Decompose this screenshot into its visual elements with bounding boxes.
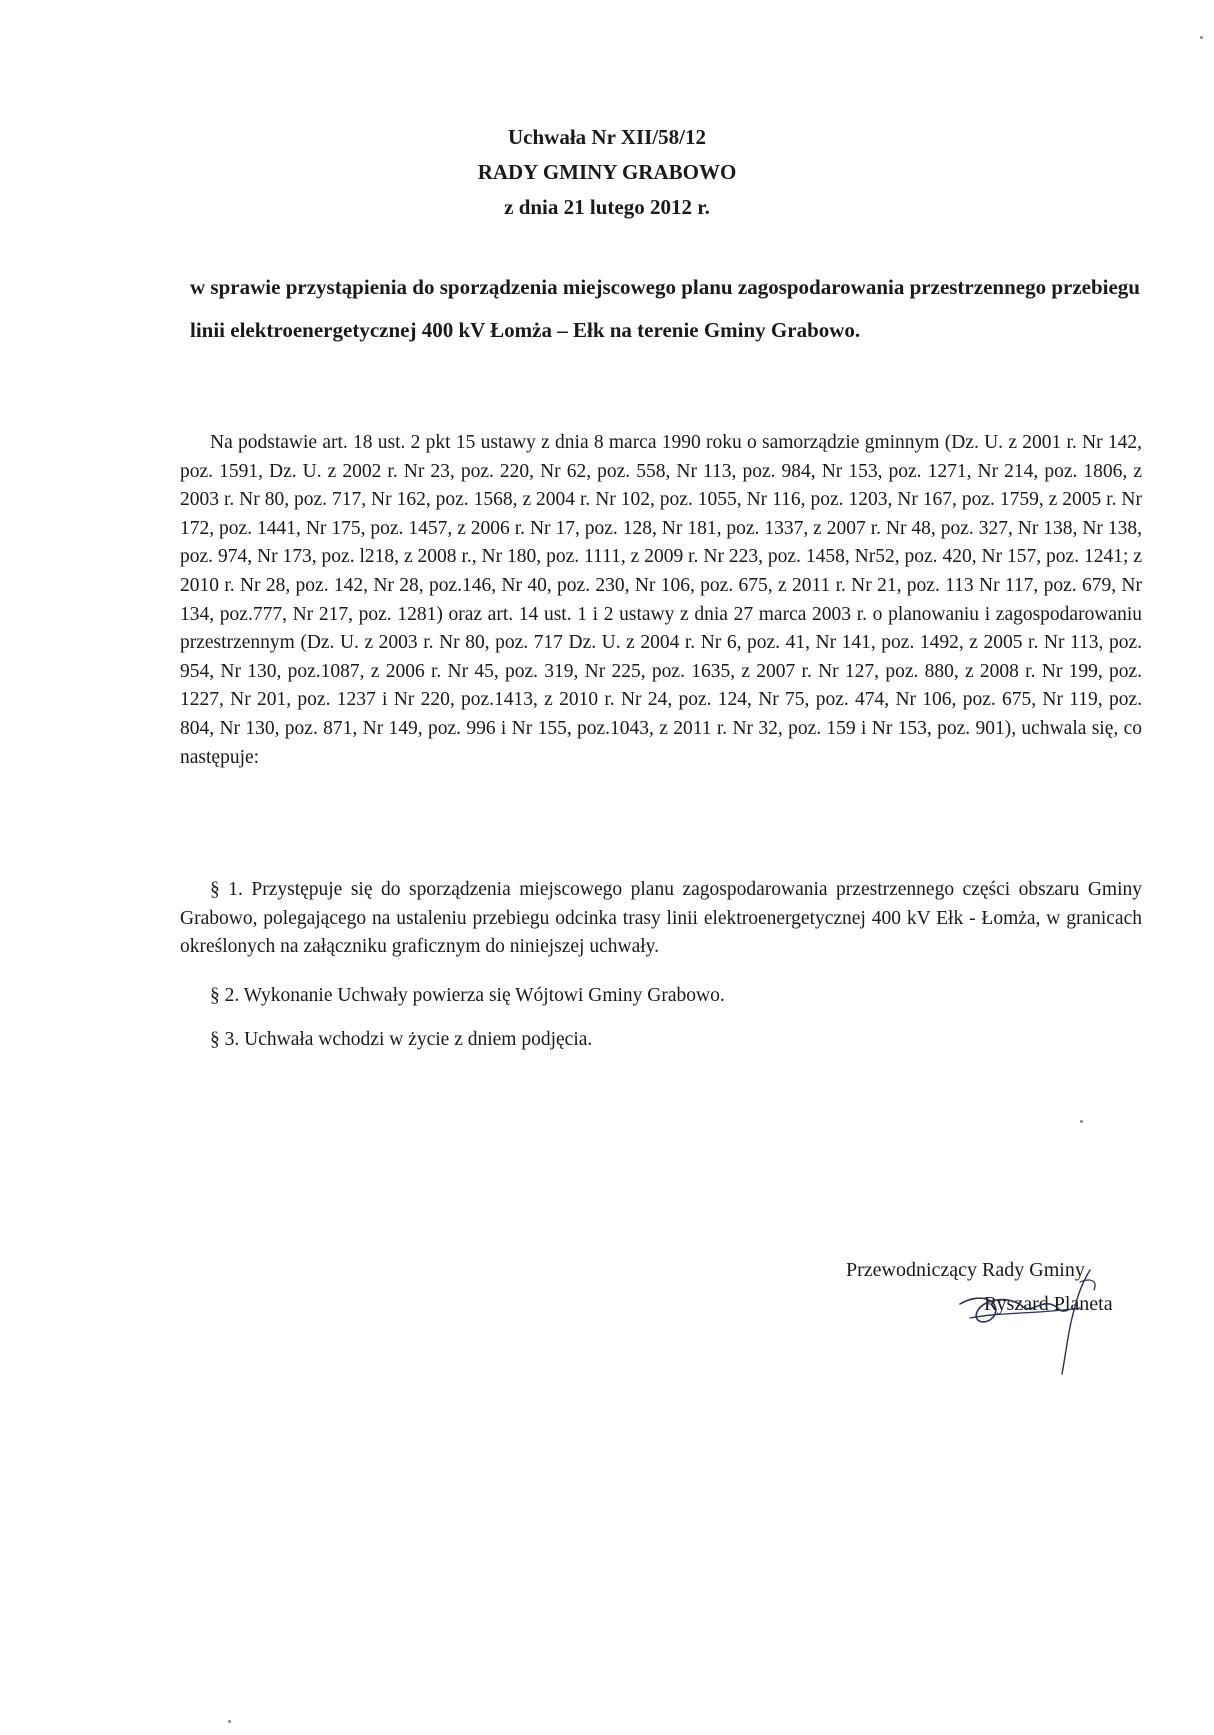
paragraph-2: § 2. Wykonanie Uchwały powierza się Wójtowi Gminy Grabowo. bbox=[210, 984, 725, 1006]
resolution-number: Uchwała Nr XII/58/12 bbox=[508, 125, 706, 149]
legal-basis-paragraph: Na podstawie art. 18 ust. 2 pkt 15 ustawy z dnia 8 marca 1990 roku o samorządzie gminnym (Dz. U. z 2001 r. Nr 142, poz. 1591, Dz. U. z 2002 r. Nr 23, poz. 220, Nr 62, poz. 558, Nr 113, poz. 984, Nr 153, poz. 1271, Nr 214, poz. 1806, z 2003 r. Nr 80, poz. 717, Nr 162, poz. 1568, z 2004 r. Nr 102, poz. 1055, Nr 116, poz. 1203, Nr 167, poz. 1759, z 2005 r. Nr 172, poz. 1441, Nr 175, poz. 1457, z 2006 r. Nr 17, poz. 128, Nr 181, poz. 1337, z 2007 r. Nr 48, poz. 327, Nr 138, Nr 138, poz. 974, Nr 173, poz. l218, z 2008 r., Nr 180, poz. 1111, z 2009 r. Nr 223, poz. 1458, Nr52, poz. 420, Nr 157, poz. 1241; z 2010 r. Nr 28, poz. 142, Nr 28, poz.146, Nr 40, poz. 230, Nr 106, poz. 675, z 2011 r. Nr 21, poz. 113 Nr 117, poz. 679, Nr 134, poz.777, Nr 217, poz. 1281) oraz art. 14 ust. 1 i 2 ustawy z dnia 27 marca 2003 r. o planowaniu i zagospodarowaniu przestrzennym (Dz. U. z 2003 r. Nr 80, poz. 717 Dz. U. z 2004 r. Nr 6, poz. 41, Nr 141, poz. 1492, z 2005 r. Nr 113, poz. 954, Nr 130, poz.1087, z 2006 r. Nr 45, poz. 319, Nr 225, poz. 1635, z 2007 r. Nr 127, poz. 880, z 2008 r. Nr 199, poz. 1227, Nr 201, poz. 1237 i Nr 220, poz.1413, z 2010 r. Nr 24, poz. 124, Nr 75, poz. 474, Nr 106, poz. 675, Nr 119, poz. 804, Nr 130, poz. 871, Nr 149, poz. 996 i Nr 155, poz.1043, z 2011 r. Nr 32, poz. 159 i Nr 153, poz. 901), uchwala się, co następuje: bbox=[180, 432, 1142, 768]
scan-speck bbox=[1080, 1120, 1083, 1123]
signatory-role: Przewodniczący Rady Gminy bbox=[846, 1259, 1085, 1281]
paragraph-1: § 1. Przystępuje się do sporządzenia miejscowego planu zagospodarowania przestrzennego części obszaru Gminy Grabowo, polegającego na ustaleniu przebiegu odcinka trasy linii elektroenergetycznej 400 kV Ełk - Łomża, w granicach określonych na załączniku graficznym do niniejszej uchwały. bbox=[180, 879, 1142, 958]
handwritten-signature bbox=[940, 1262, 1130, 1382]
paragraph-3: § 3. Uchwała wchodzi w życie z dniem podjęcia. bbox=[210, 1029, 593, 1051]
resolution-date: z dnia 21 lutego 2012 r. bbox=[504, 195, 710, 219]
scan-speck bbox=[228, 1720, 231, 1723]
resolution-header bbox=[0, 120, 1214, 225]
scan-speck bbox=[1200, 36, 1203, 39]
signatory-name: Ryszard Planeta bbox=[984, 1293, 1113, 1315]
council-name: RADY GMINY GRABOWO bbox=[477, 160, 737, 184]
resolution-paragraphs bbox=[180, 876, 1142, 1075]
resolution-subject: w sprawie przystąpienia do sporządzenia miejscowego planu zagospodarowania przestrzennego przebiegu linii elektroenergetycznej 400 kV Łomża – Ełk na terenie Gminy Grabowo. bbox=[190, 275, 1140, 342]
